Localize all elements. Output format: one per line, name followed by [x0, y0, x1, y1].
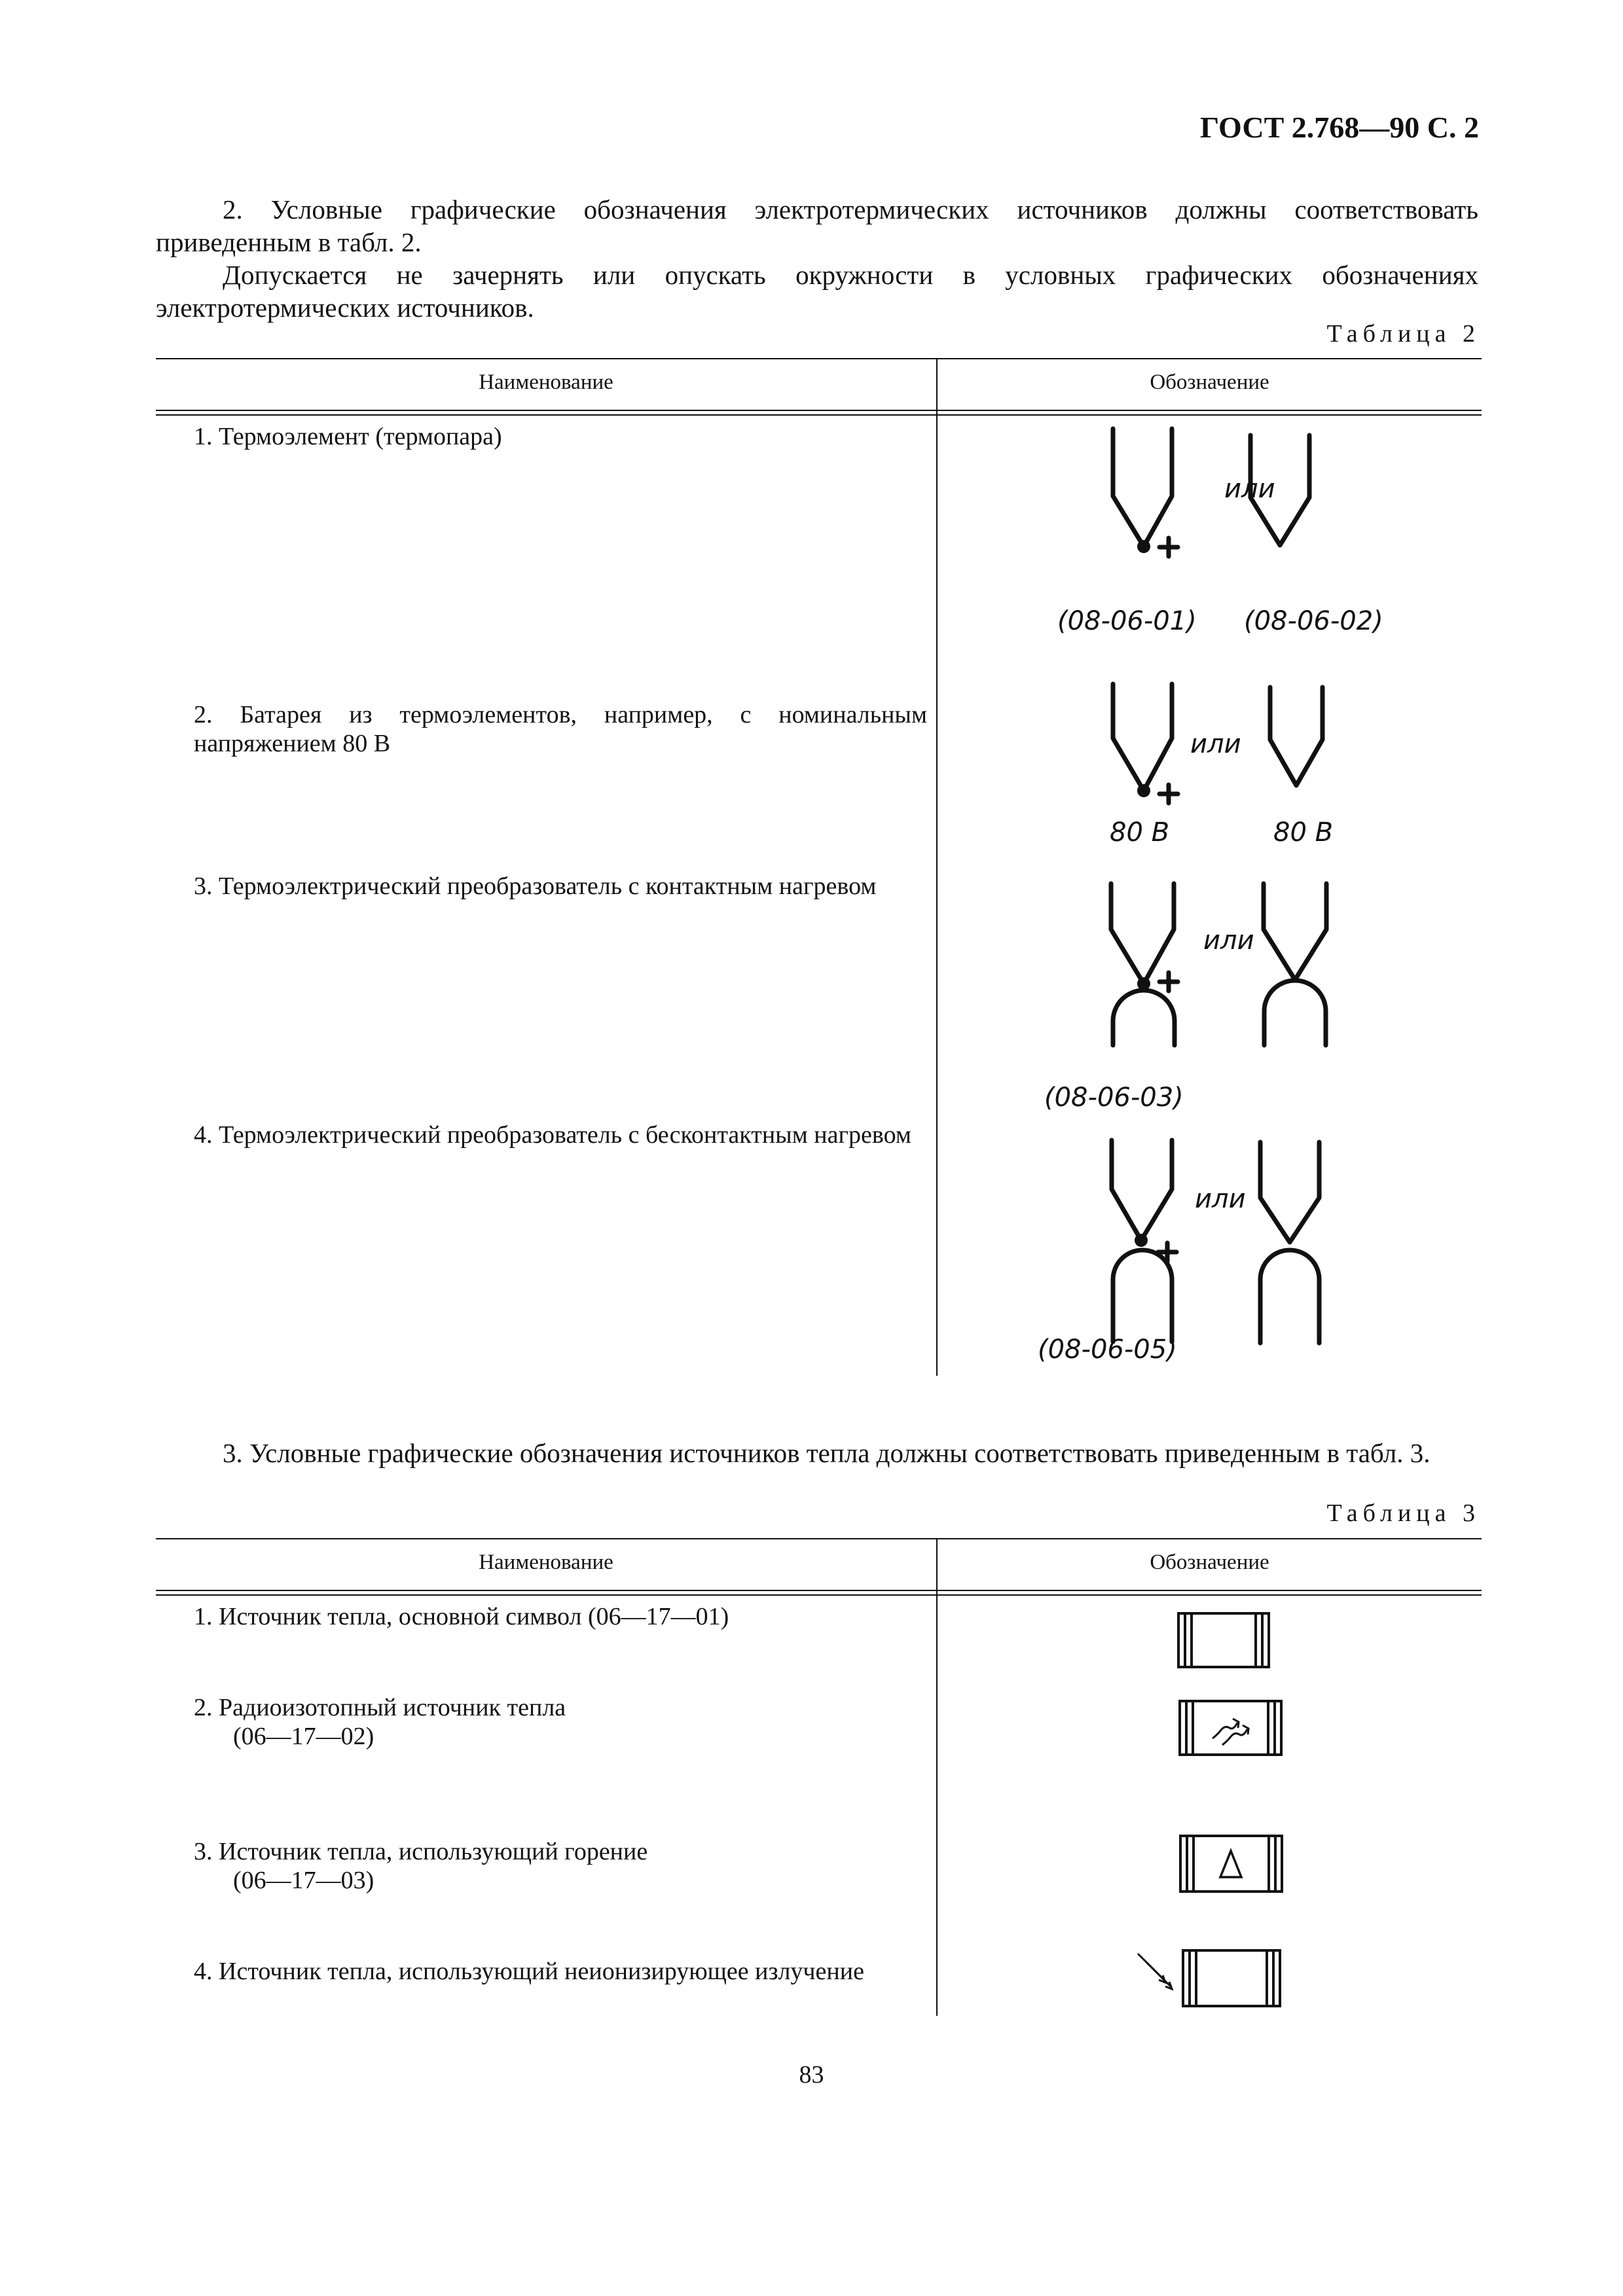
table3-header-rule: [156, 1590, 1482, 1591]
table2-row-1-name: 1. Термоэлемент (термопара): [194, 423, 502, 450]
table3-label: Таблица 3: [1326, 1499, 1480, 1527]
table2-header-rule: [156, 410, 1482, 411]
table2-row-3-code: (08-06-03): [1044, 1083, 1184, 1113]
radiation-heat-source-icon: [1133, 1947, 1290, 2016]
page-header: ГОСТ 2.768—90 С. 2: [1199, 111, 1479, 144]
table2-top-rule: [156, 358, 1482, 359]
table2-row-4-or: или: [1195, 1184, 1246, 1214]
thermocouple-icon: [1048, 419, 1414, 641]
table2-header-symbol: Обозначение: [1150, 370, 1269, 394]
table3-row-4-name: 4. Источник тепла, использующий неионизирующее излучение: [194, 1958, 864, 1985]
section3-paragraph-1: 3. Условные графические обозначения источников тепла должны соответствовать приведенным в табл. 3.: [223, 1438, 1431, 1468]
table2-row-1-or: или: [1224, 474, 1275, 504]
table2-row-2-name: 2. Батарея из термоэлементов, например, с номинальным напряжением 80 В: [194, 701, 927, 757]
table2-header-name: Наименование: [479, 370, 613, 394]
section2-paragraph-1: 2. Условные графические обозначения электротермических источников должны соответствовать приведенным в табл. 2.: [156, 194, 1478, 257]
table2-row-4-code: (08-06-05): [1038, 1335, 1177, 1365]
heat-source-icon: [1175, 1610, 1273, 1672]
table2-header-rule-2: [156, 414, 1482, 416]
table2-row-3-name: 3. Термоэлектрический преобразователь с контактным нагревом: [194, 872, 877, 900]
table3-column-divider: [936, 1538, 938, 2016]
table2-column-divider: [936, 358, 938, 1376]
table3-header-name: Наименование: [479, 1551, 613, 1574]
table2-row-2-voltage-2: 80 В: [1273, 817, 1334, 848]
table2-row-2-or: или: [1190, 729, 1241, 759]
table2-row-1-code-1: (08-06-01): [1057, 606, 1197, 636]
table3-top-rule: [156, 1538, 1482, 1539]
contact-heating-converter-icon: [1034, 874, 1401, 1122]
table2-row-2-voltage-1: 80 В: [1110, 817, 1170, 848]
thermocouple-battery-icon: [1048, 674, 1414, 857]
table2-label: Таблица 2: [1326, 320, 1480, 348]
section2-paragraph-2: Допускается не зачернять или опускать окружности в условных графических обозначениях электротермических источников.: [156, 260, 1478, 323]
radioisotope-heat-source-icon: [1176, 1698, 1288, 1760]
table3-row-2-name: 2. Радиоизотопный источник тепла (06—17—02): [194, 1694, 566, 1750]
table3-row-3-name: 3. Источник тепла, использующий горение (06—17—03): [194, 1838, 648, 1894]
page-number: 83: [799, 2061, 824, 2089]
table3-header-rule-2: [156, 1594, 1482, 1596]
table2-row-3-or: или: [1203, 925, 1254, 956]
table3-header-symbol: Обозначение: [1150, 1551, 1269, 1574]
table3-row-1-name: 1. Источник тепла, основной символ (06—17—01): [194, 1603, 729, 1630]
table2-row-4-name: 4. Термоэлектрический преобразователь с бесконтактным нагревом: [194, 1121, 911, 1149]
noncontact-heating-converter-icon: [1028, 1132, 1395, 1374]
table2-row-1-code-2: (08-06-02): [1244, 606, 1383, 636]
combustion-heat-source-icon: [1177, 1833, 1288, 1898]
